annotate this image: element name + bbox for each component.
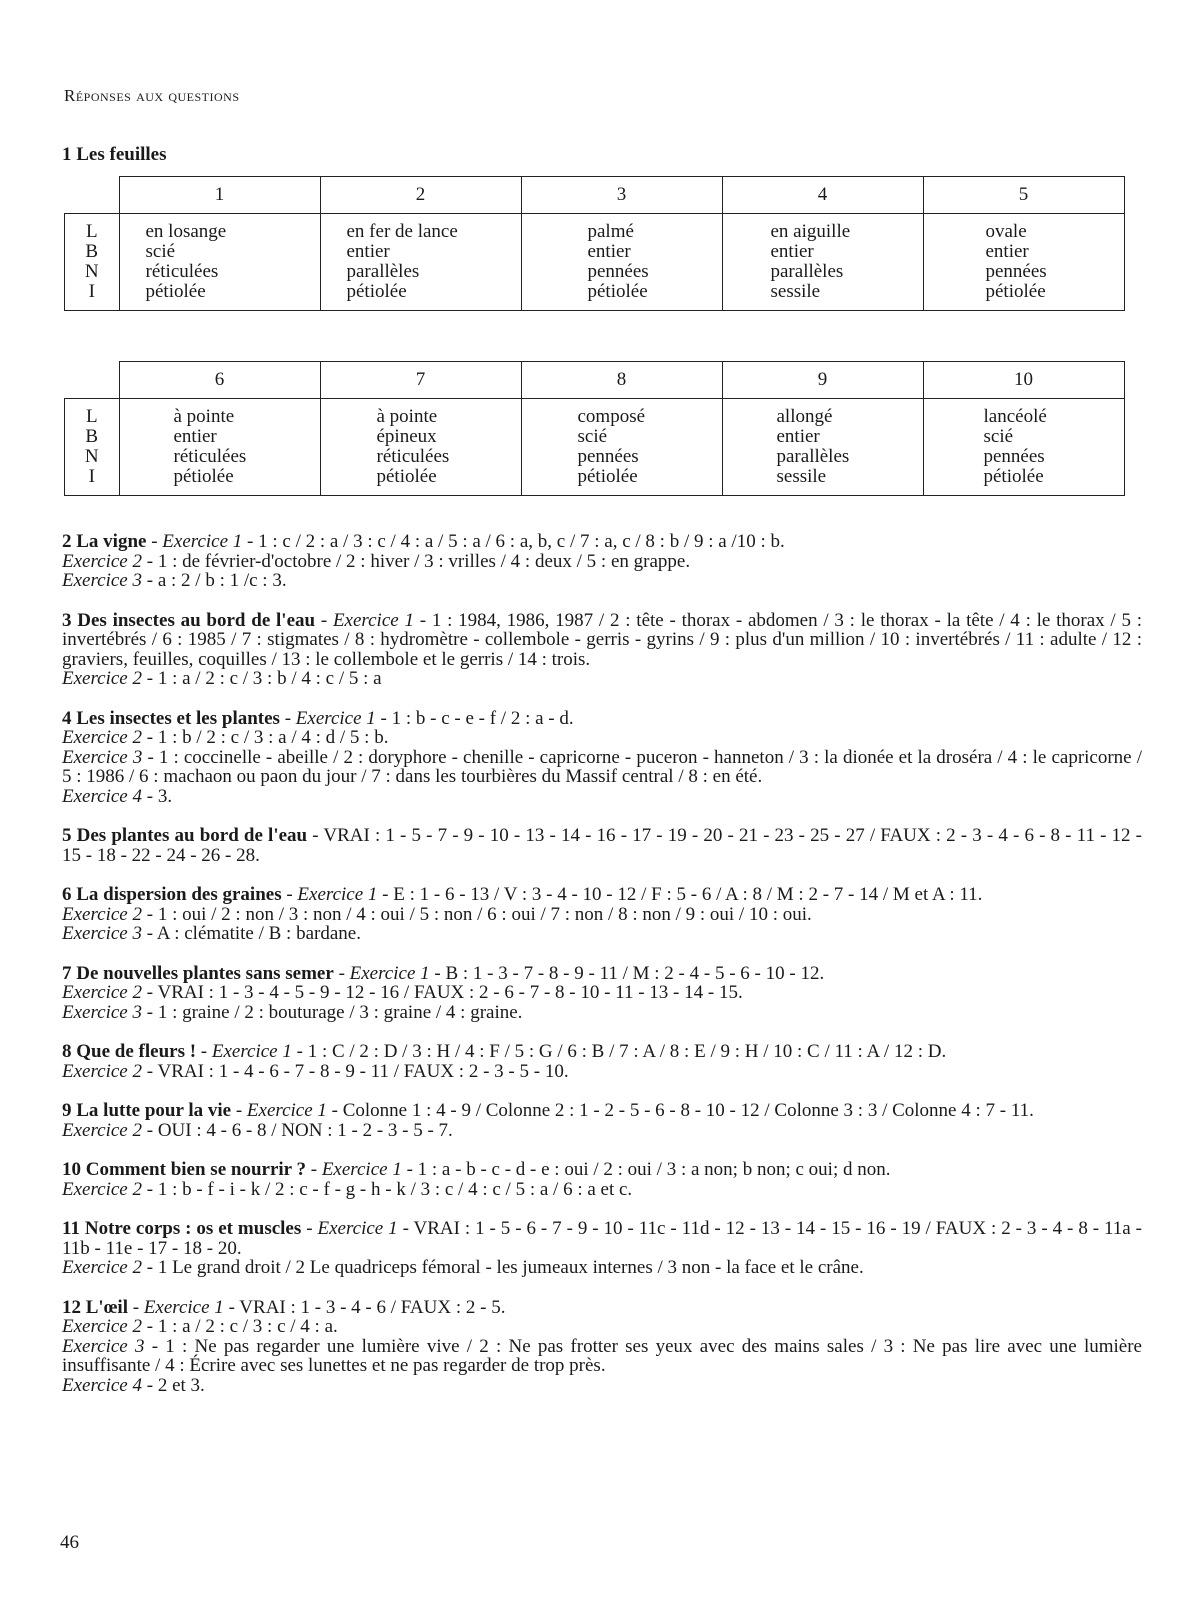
cell-line: pennées bbox=[985, 261, 1047, 282]
cell-line: parallèles bbox=[770, 261, 844, 282]
exercise-label: Exercice 1 bbox=[246, 1100, 327, 1121]
answer-line bbox=[62, 905, 1142, 925]
exercise-label: Exercice 1 bbox=[143, 1296, 224, 1318]
answer-line bbox=[62, 1121, 1142, 1141]
table-header-row bbox=[65, 362, 1125, 399]
answer-text: - 1 : a / 2 : c / 3 : b / 4 : c / 5 : a bbox=[142, 668, 382, 689]
answer-paragraph bbox=[62, 826, 1142, 865]
cell-line: entier bbox=[346, 241, 390, 262]
answer-text: - bbox=[333, 962, 350, 984]
answer-line bbox=[62, 1258, 1142, 1278]
answer-text: - 1 : b / 2 : c / 3 : a / 4 : d / 5 : b. bbox=[142, 727, 389, 748]
col-number: 10 bbox=[923, 362, 1124, 399]
blank-cell bbox=[65, 177, 120, 214]
answer-paragraph bbox=[62, 1219, 1142, 1278]
answer-paragraph bbox=[62, 1042, 1142, 1081]
exercise-label: Exercice 1 bbox=[317, 1218, 398, 1239]
answer-title: 6 La dispersion des graines bbox=[62, 884, 282, 905]
cell-line: sessile bbox=[770, 281, 821, 302]
table-cell bbox=[521, 214, 722, 311]
answer-text: - 1 : graine / 2 : bouturage / 3 : graine / 4 : graine. bbox=[142, 1001, 523, 1023]
exercise-label: Exercice 1 bbox=[295, 707, 376, 729]
answer-line bbox=[62, 1042, 1142, 1062]
cell-line: pétiolée bbox=[173, 466, 234, 487]
answer-text: - 1 : oui / 2 : non / 3 : non / 4 : oui / 5 : non / 6 : oui / 7 : non / 8 : non / 9 : oui / 10 : oui. bbox=[142, 903, 812, 925]
answer-line bbox=[62, 1101, 1142, 1121]
col-number: 7 bbox=[320, 362, 521, 399]
answer-line bbox=[62, 1298, 1142, 1318]
answer-paragraph bbox=[62, 885, 1142, 944]
cell-line: en fer de lance bbox=[346, 221, 458, 242]
table-cell bbox=[923, 214, 1124, 311]
cell-line: lancéolé bbox=[983, 406, 1047, 427]
exercise-label: Exercice 2 bbox=[62, 1316, 142, 1337]
answer-paragraph bbox=[62, 1160, 1142, 1199]
col-number: 1 bbox=[119, 177, 320, 214]
answer-line bbox=[62, 748, 1142, 787]
cell-line: entier bbox=[770, 241, 814, 262]
answer-title: 3 Des insectes au bord de l'eau bbox=[62, 609, 316, 631]
exercise-label: Exercice 1 bbox=[321, 1159, 402, 1180]
answer-paragraph bbox=[62, 1101, 1142, 1140]
answer-text: - B : 1 - 3 - 7 - 8 - 9 - 11 / M : 2 - 4 - 5 - 6 - 10 - 12. bbox=[429, 962, 825, 984]
answer-line bbox=[62, 885, 1142, 905]
cell-line: entier bbox=[776, 426, 820, 447]
table-header-row bbox=[65, 177, 1125, 214]
answer-text: - bbox=[127, 1296, 144, 1318]
cell-line: entier bbox=[985, 241, 1029, 262]
exercise-label: Exercice 2 bbox=[62, 668, 142, 689]
answer-title: 9 La lutte pour la vie bbox=[62, 1100, 232, 1121]
cell-line: scié bbox=[577, 426, 608, 447]
page bbox=[62, 86, 1142, 1415]
cell-line: pétiolée bbox=[346, 281, 407, 302]
answer-title: 2 La vigne bbox=[62, 531, 147, 552]
answer-line bbox=[62, 1376, 1142, 1396]
answer-line bbox=[62, 709, 1142, 729]
col-number: 9 bbox=[722, 362, 923, 399]
row-label: N bbox=[84, 446, 99, 467]
answer-text: - 3. bbox=[142, 785, 173, 807]
answer-text: - VRAI : 1 - 4 - 6 - 7 - 8 - 9 - 11 / FAUX : 2 - 3 - 5 - 10. bbox=[142, 1060, 569, 1082]
answer-text: - 1 : b - c - e - f / 2 : a - d. bbox=[375, 707, 574, 729]
answer-text: - bbox=[279, 707, 296, 729]
answer-paragraph bbox=[62, 611, 1142, 689]
row-label: I bbox=[88, 281, 95, 302]
row-label: I bbox=[88, 466, 95, 487]
answer-text: - 2 et 3. bbox=[142, 1374, 205, 1396]
exercise-label: Exercice 1 bbox=[211, 1041, 292, 1062]
answer-line bbox=[62, 826, 1142, 865]
cell-line: entier bbox=[173, 426, 217, 447]
row-label: N bbox=[84, 261, 99, 282]
table-cell bbox=[320, 399, 521, 496]
row-label: L bbox=[85, 221, 98, 242]
answer-text: - 1 : c / 2 : a / 3 : c / 4 : a / 5 : a / 6 : a, b, c / 7 : a, c / 8 : b / 9 : a /10 : b. bbox=[242, 531, 785, 552]
exercise-label: Exercice 4 bbox=[62, 785, 142, 807]
answer-paragraph bbox=[62, 532, 1142, 591]
cell-line: épineux bbox=[376, 426, 437, 447]
answer-title: 10 Comment bien se nourrir ? bbox=[62, 1159, 306, 1180]
exercise-label: Exercice 4 bbox=[62, 1374, 142, 1396]
cell-line: réticulées bbox=[145, 261, 219, 282]
answer-paragraph bbox=[62, 1298, 1142, 1396]
cell-line: scié bbox=[145, 241, 176, 262]
answer-text: - VRAI : 1 - 5 - 6 - 7 - 9 - 10 - 11c - 11d - 12 - 13 - 14 - 15 - 16 - 19 / FAUX : 2 - 3 - 4 - 8 - 11a - 11b - 11e - 17 - 18 - 20. bbox=[62, 1218, 1142, 1259]
cell-line: pennées bbox=[587, 261, 649, 282]
col-number: 6 bbox=[119, 362, 320, 399]
answer-line bbox=[62, 787, 1142, 807]
answer-line bbox=[62, 983, 1142, 1003]
row-labels bbox=[65, 399, 120, 496]
row-label: B bbox=[85, 426, 99, 447]
answer-text: - a : 2 / b : 1 /c : 3. bbox=[142, 570, 287, 591]
answer-text: - VRAI : 1 - 3 - 4 - 6 / FAUX : 2 - 5. bbox=[223, 1296, 506, 1318]
exercise-label: Exercice 1 bbox=[332, 609, 414, 631]
table-cell bbox=[521, 399, 722, 496]
page-header: Réponses aux questions bbox=[64, 86, 240, 105]
answer-paragraph bbox=[62, 964, 1142, 1023]
answer-title: 4 Les insectes et les plantes bbox=[62, 707, 280, 729]
answer-line bbox=[62, 1160, 1142, 1180]
answer-title: 8 Que de fleurs ! bbox=[62, 1041, 197, 1062]
cell-line: allongé bbox=[776, 406, 833, 427]
row-labels bbox=[65, 214, 120, 311]
answer-text: - 1 Le grand droit / 2 Le quadriceps fémoral - les jumeaux internes / 3 non - la face et le crâne. bbox=[142, 1257, 864, 1278]
exercise-label: Exercice 1 bbox=[297, 884, 378, 905]
cell-line: à pointe bbox=[376, 406, 438, 427]
col-number: 8 bbox=[521, 362, 722, 399]
cell-line: sessile bbox=[776, 466, 827, 487]
table-cell bbox=[722, 214, 923, 311]
answer-text: - 1 : de février-d'octobre / 2 : hiver / 3 : vrilles / 4 : deux / 5 : en grappe. bbox=[142, 550, 691, 572]
answer-line bbox=[62, 669, 1142, 689]
cell-line: scié bbox=[983, 426, 1014, 447]
cell-line: en aiguille bbox=[770, 221, 851, 242]
answer-text: - 1 : 1984, 1986, 1987 / 2 : tête - thorax - abdomen / 3 : le thorax - la tête / 4 : le thorax / 5 : invertébrés / 6 : 1985 / 7 : stigmates / 8 : hydromètre - collembole - gerris - gyrins / 9 : plus d'un million / 10 : invertébrés / 11 : adulte / 12 : graviers, feuilles, coquilles / 13 : le collembole et le gerris / 14 : trois. bbox=[62, 609, 1142, 670]
answer-title: 5 Des plantes au bord de l'eau bbox=[62, 825, 308, 846]
col-number: 5 bbox=[923, 177, 1124, 214]
answer-text: - bbox=[146, 531, 163, 552]
answer-line bbox=[62, 1003, 1142, 1023]
blank-cell bbox=[65, 362, 120, 399]
answer-text: - bbox=[315, 609, 333, 631]
exercise-label: Exercice 3 bbox=[62, 746, 143, 768]
cell-line: pétiolée bbox=[577, 466, 638, 487]
answer-text: - 1 : Ne pas regarder une lumière vive / 2 : Ne pas frotter ses yeux avec des mains sales / 3 : Ne pas lire avec une lumière insuffisante / 4 : Écrire avec ses lunettes et ne pas regarder de trop près. bbox=[62, 1335, 1142, 1376]
exercise-label: Exercice 3 bbox=[62, 1001, 142, 1023]
cell-line: palmé bbox=[587, 221, 634, 242]
cell-line: ovale bbox=[985, 221, 1027, 242]
exercise-label: Exercice 2 bbox=[62, 1178, 142, 1200]
exercise-label: Exercice 3 bbox=[62, 923, 142, 944]
cell-line: réticulées bbox=[376, 446, 450, 467]
answer-line bbox=[62, 1317, 1142, 1337]
answer-text: - A : clématite / B : bardane. bbox=[142, 923, 361, 944]
answer-text: - bbox=[306, 1159, 322, 1180]
table-cell bbox=[923, 399, 1124, 496]
answer-text: - Colonne 1 : 4 - 9 / Colonne 2 : 1 - 2 - 5 - 6 - 8 - 10 - 12 / Colonne 3 : 3 / Colonne 4 : 7 - 11. bbox=[326, 1100, 1034, 1121]
answer-text: - bbox=[281, 884, 298, 905]
table-cell bbox=[722, 399, 923, 496]
cell-line: réticulées bbox=[173, 446, 247, 467]
col-number: 3 bbox=[521, 177, 722, 214]
answer-line bbox=[62, 552, 1142, 572]
cell-line: en losange bbox=[145, 221, 227, 242]
answer-text: - VRAI : 1 - 3 - 4 - 5 - 9 - 12 - 16 / FAUX : 2 - 6 - 7 - 8 - 10 - 11 - 13 - 14 - 15. bbox=[142, 982, 743, 1003]
answer-text: - bbox=[231, 1100, 247, 1121]
answer-title: 11 Notre corps : os et muscles bbox=[62, 1218, 302, 1239]
answer-paragraph bbox=[62, 709, 1142, 807]
exercise-label: Exercice 2 bbox=[62, 1060, 142, 1082]
exercise-label: Exercice 3 bbox=[62, 570, 142, 591]
exercise-label: Exercice 2 bbox=[62, 1119, 142, 1141]
cell-line: entier bbox=[587, 241, 631, 262]
cell-line: composé bbox=[577, 406, 646, 427]
cell-line: pétiolée bbox=[587, 281, 648, 302]
answer-text: - 1 : coccinelle - abeille / 2 : doryphore - chenille - capricorne - puceron - hanneton / 3 : la dionée et la droséra / 4 : le capricorne / 5 : 1986 / 6 : machaon ou paon du jour / 7 : dans les tourbières du Massif central / 8 : en été. bbox=[62, 746, 1142, 787]
col-number: 2 bbox=[320, 177, 521, 214]
row-label: B bbox=[85, 241, 99, 262]
section-title: 1 Les feuilles bbox=[62, 144, 167, 165]
answer-text: - E : 1 - 6 - 13 / V : 3 - 4 - 10 - 12 / F : 5 - 6 / A : 8 / M : 2 - 7 - 14 / M et A : 11. bbox=[377, 884, 983, 905]
answer-line bbox=[62, 924, 1142, 944]
answers-list bbox=[62, 532, 1142, 1395]
answer-text: - bbox=[301, 1218, 318, 1239]
answer-title: 12 L'œil bbox=[62, 1296, 128, 1318]
row-label: L bbox=[85, 406, 98, 427]
answer-line bbox=[62, 728, 1142, 748]
leaves-table-2 bbox=[64, 361, 1125, 496]
table-body-row bbox=[65, 399, 1125, 496]
leaves-table-1 bbox=[64, 176, 1125, 311]
exercise-label: Exercice 1 bbox=[349, 962, 430, 984]
col-number: 4 bbox=[722, 177, 923, 214]
answer-text: - 1 : a - b - c - d - e : oui / 2 : oui / 3 : a non; b non; c oui; d non. bbox=[401, 1159, 891, 1180]
table-cell bbox=[119, 399, 320, 496]
exercise-label: Exercice 2 bbox=[62, 982, 142, 1003]
cell-line: pennées bbox=[983, 446, 1045, 467]
page-number: 46 bbox=[60, 1532, 79, 1553]
cell-line: pétiolée bbox=[376, 466, 437, 487]
exercise-label: Exercice 2 bbox=[62, 903, 142, 925]
answer-text: - 1 : a / 2 : c / 3 : c / 4 : a. bbox=[142, 1316, 338, 1337]
cell-line: parallèles bbox=[346, 261, 420, 282]
exercise-label: Exercice 1 bbox=[162, 531, 243, 552]
answer-text: - 1 : b - f - i - k / 2 : c - f - g - h - k / 3 : c / 4 : c / 5 : a / 6 : a et c. bbox=[142, 1178, 633, 1200]
cell-line: pétiolée bbox=[985, 281, 1046, 302]
answer-line bbox=[62, 1062, 1142, 1082]
cell-line: parallèles bbox=[776, 446, 850, 467]
answer-text: - VRAI : 1 - 5 - 7 - 9 - 10 - 13 - 14 - 16 - 17 - 19 - 20 - 21 - 23 - 25 - 27 / FAUX : 2 - 3 - 4 - 6 - 8 - 11 - 12 - 15 - 18 - 22 - 24 - 26 - 28. bbox=[62, 825, 1142, 866]
answer-line bbox=[62, 571, 1142, 591]
cell-line: pétiolée bbox=[145, 281, 206, 302]
cell-line: pennées bbox=[577, 446, 639, 467]
answer-line bbox=[62, 611, 1142, 670]
answer-line bbox=[62, 964, 1142, 984]
answer-title: 7 De nouvelles plantes sans semer bbox=[62, 962, 334, 984]
exercise-label: Exercice 2 bbox=[62, 550, 142, 572]
answer-line bbox=[62, 532, 1142, 552]
answer-line bbox=[62, 1337, 1142, 1376]
answer-line bbox=[62, 1180, 1142, 1200]
table-cell bbox=[320, 214, 521, 311]
table-cell bbox=[119, 214, 320, 311]
cell-line: à pointe bbox=[173, 406, 235, 427]
table-body-row bbox=[65, 214, 1125, 311]
exercise-label: Exercice 3 bbox=[62, 1335, 145, 1357]
answer-text: - bbox=[196, 1041, 212, 1062]
answer-line bbox=[62, 1219, 1142, 1258]
answer-text: - 1 : C / 2 : D / 3 : H / 4 : F / 5 : G / 6 : B / 7 : A / 8 : E / 9 : H / 10 : C / 11 : A / 12 : D. bbox=[291, 1041, 947, 1062]
answer-text: - OUI : 4 - 6 - 8 / NON : 1 - 2 - 3 - 5 - 7. bbox=[142, 1119, 453, 1141]
exercise-label: Exercice 2 bbox=[62, 1257, 142, 1278]
exercise-label: Exercice 2 bbox=[62, 727, 142, 748]
cell-line: pétiolée bbox=[983, 466, 1044, 487]
